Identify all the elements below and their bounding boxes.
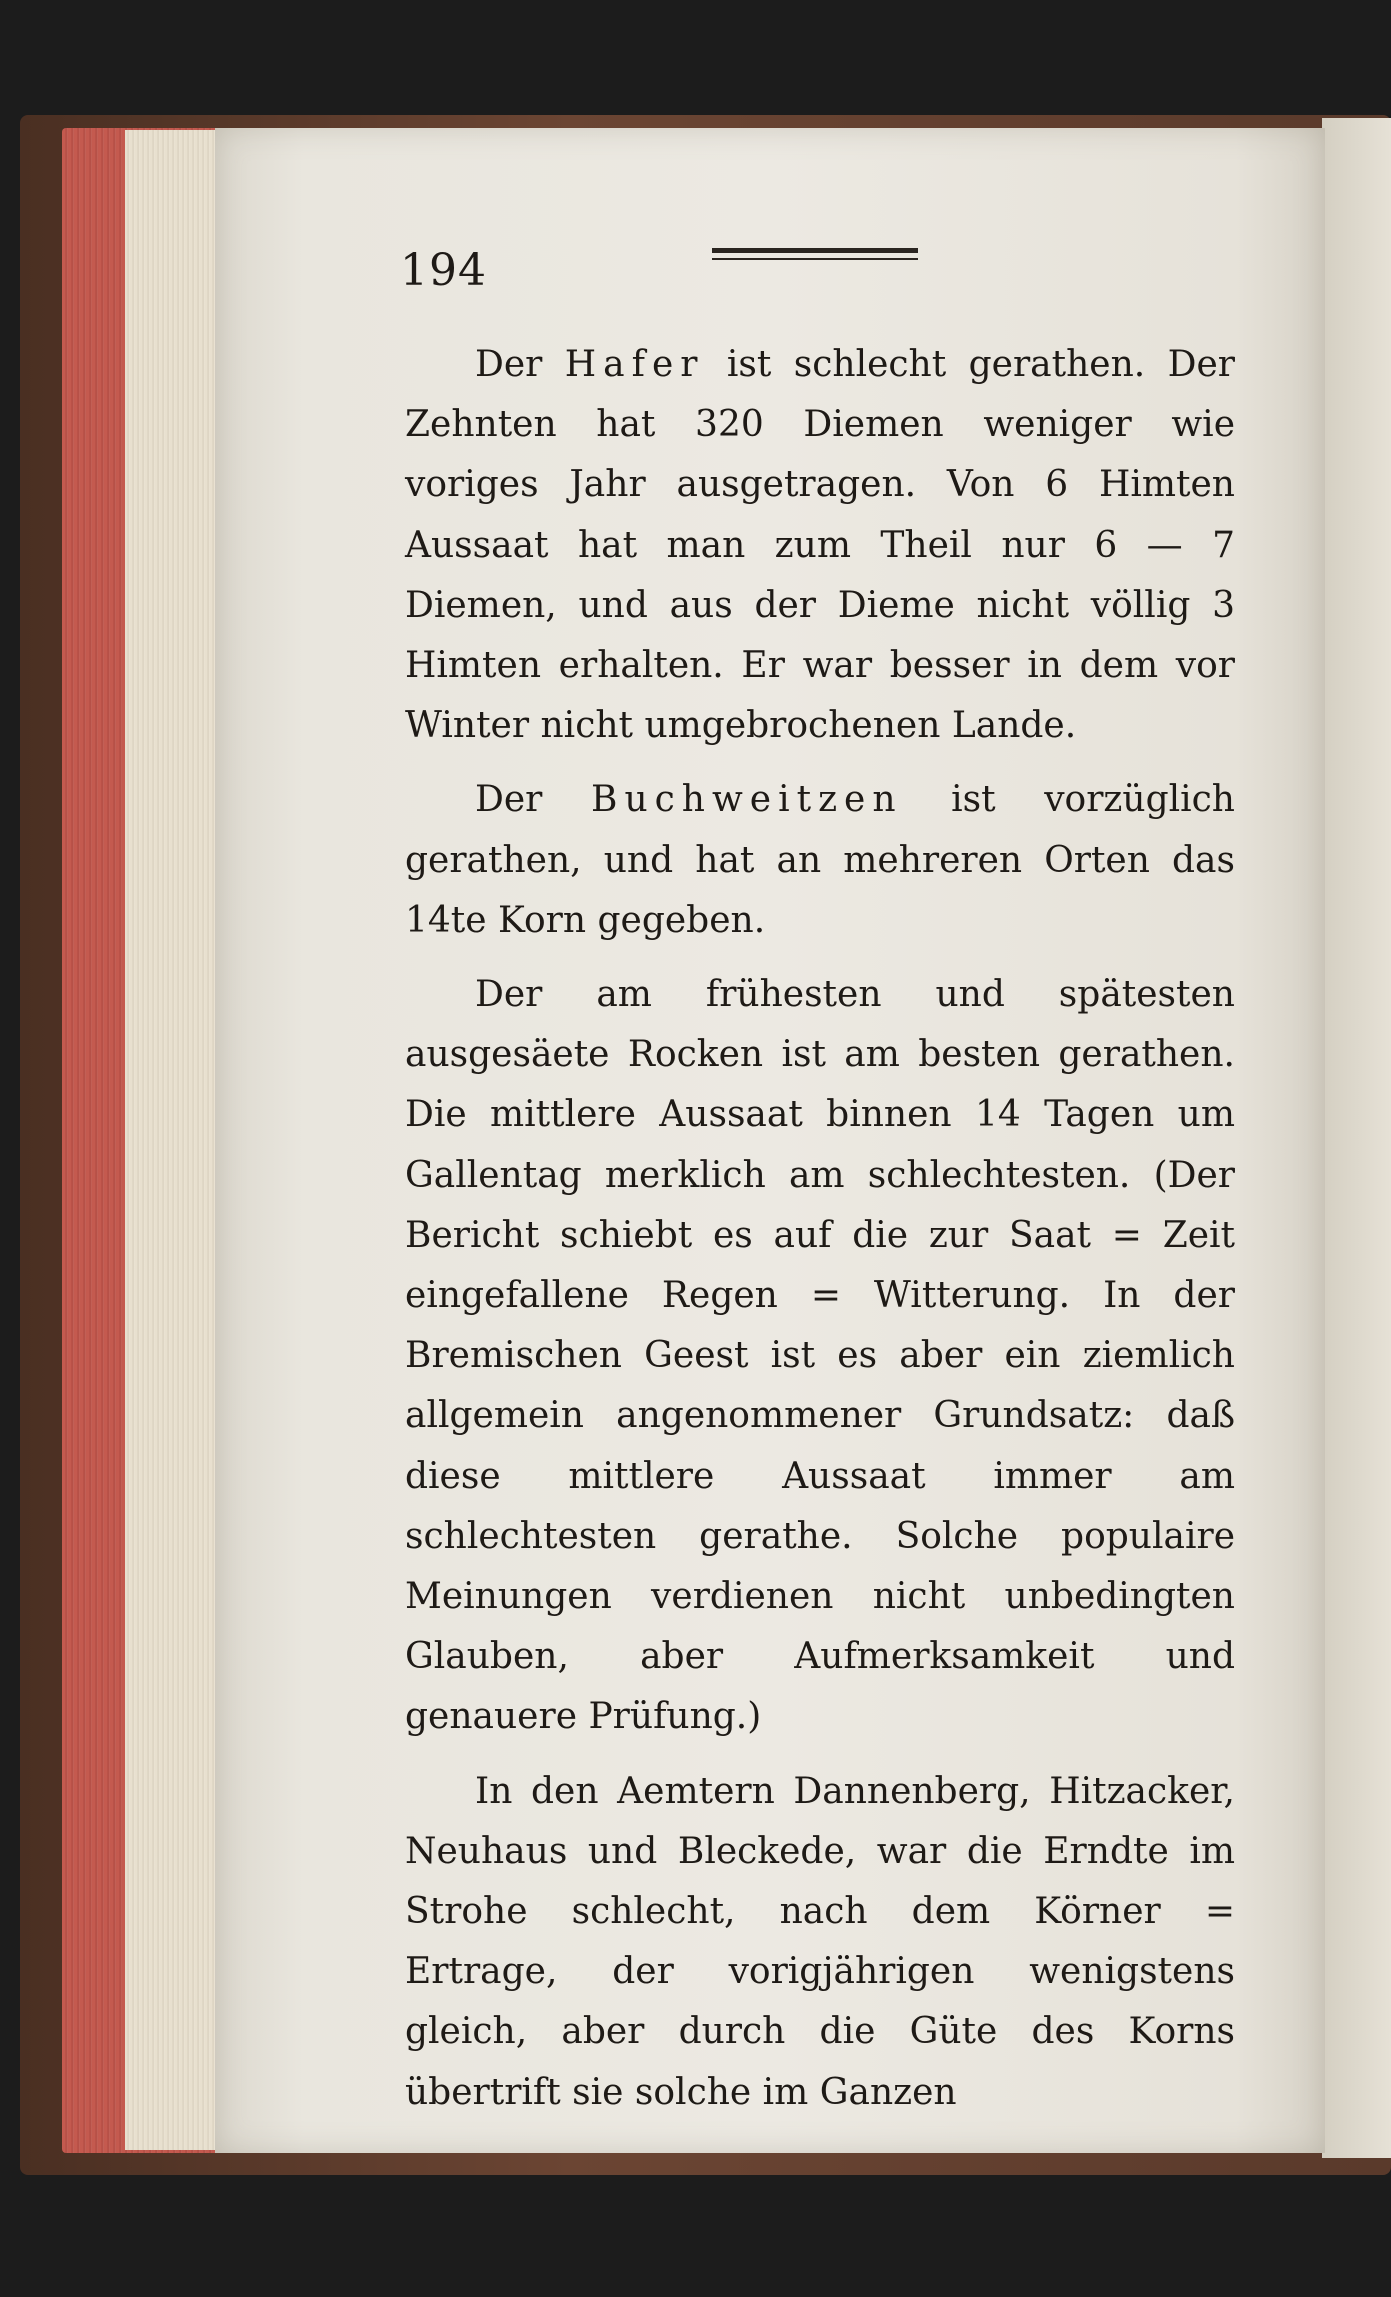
- paragraph-text: Der am frühesten und spätesten ausgesäete Rocken ist am besten gerathen. Die mittlere Aussaat binnen 14 Tagen um Gallentag merklich am schlechtesten. (Der Bericht schiebt es auf die zur Saat = Zeit eingefallene Regen = Witterung. In der Bremischen Geest ist es aber ein ziemlich allgemein angenommener Grundsatz: daß diese mittlere Aussaat immer am schlechtesten gerathe. Solche populaire Meinungen verdienen nicht unbedingten Glauben, aber Aufmerksamkeit und genauere Prüfung.): [405, 974, 1235, 1738]
- page-text: [405, 335, 1235, 2137]
- paragraph-aemter: [405, 1762, 1235, 2123]
- paragraph-text: ist schlecht gerathen. Der Zehnten hat 320 Diemen weniger wie voriges Jahr ausgetragen. Von 6 Himten Aussaat hat man zum Theil nur 6 — 7 Diemen, und aus der Dieme nicht völlig 3 Himten erhalten. Er war besser in dem vor Winter nicht umgebrochenen Lande.: [405, 344, 1235, 747]
- page-number: 194: [400, 245, 487, 296]
- emphasized-term: Buchweitzen: [590, 779, 903, 821]
- paragraph-hafer: [405, 335, 1235, 756]
- emphasized-term: Hafer: [564, 344, 705, 385]
- paragraph-rocken: [405, 965, 1235, 1748]
- paragraph-lead: Der: [475, 344, 565, 385]
- paragraph-lead: Der: [475, 779, 591, 821]
- paragraph-text: In den Aemtern Dannenberg, Hitzacker, Neuhaus und Bleckede, war die Erndte im Strohe schlecht, nach dem Körner = Ertrage, der vorigjährigen wenigstens gleich, aber durch die Güte des Korns übertrift sie solche im Ganzen: [405, 1770, 1235, 2113]
- header-rule: [712, 248, 918, 262]
- paragraph-buchweitzen: [405, 770, 1235, 951]
- paragraph-text: ist vorzüglich gerathen, und hat an mehreren Orten das 14te Korn gegeben.: [405, 779, 1235, 941]
- page-edges-inner: [125, 130, 220, 2150]
- facing-page-edge: [1322, 118, 1391, 2158]
